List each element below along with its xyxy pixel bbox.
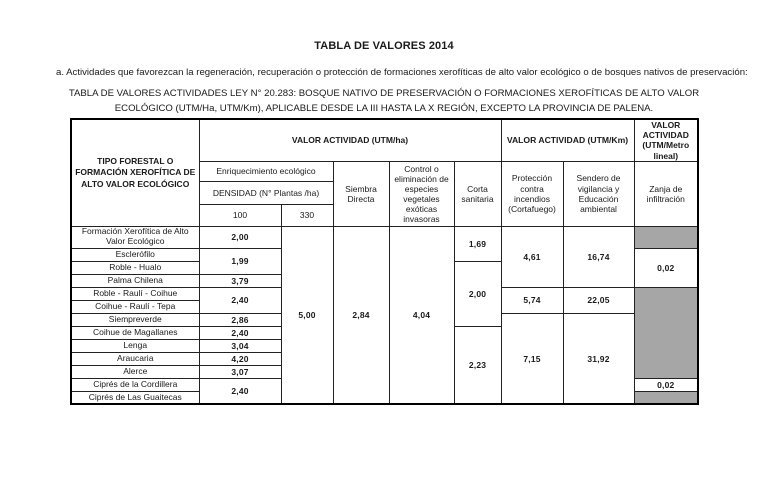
row-label: Coihue de Magallanes — [71, 326, 199, 339]
cell-zanja: 0,02 — [634, 378, 698, 391]
cell-sendero: 31,92 — [563, 313, 634, 404]
cell-proteccion: 4,61 — [501, 226, 563, 287]
row-label: Ciprés de la Cordillera — [71, 378, 199, 391]
row-label: Coihue - Raulí - Tepa — [71, 300, 199, 313]
row-label: Ciprés de Las Guaitecas — [71, 391, 199, 404]
cell-zanja: 0,02 — [634, 248, 698, 287]
cell-densidad100: 2,40 — [199, 326, 281, 339]
row-label: Palma Chilena — [71, 274, 199, 287]
header-densidad-330: 330 — [281, 204, 333, 226]
header-siembra-directa: Siembra Directa — [333, 161, 389, 226]
cell-corta: 1,69 — [454, 226, 501, 261]
cell-densidad100: 1,99 — [199, 248, 281, 274]
cell-densidad100: 3,04 — [199, 339, 281, 352]
header-densidad: DENSIDAD (N° Plantas /ha) — [199, 181, 333, 204]
row-label: Lenga — [71, 339, 199, 352]
blocked-cell — [634, 287, 698, 378]
cell-control: 4,04 — [389, 226, 454, 404]
cell-sendero: 22,05 — [563, 287, 634, 313]
cell-densidad100: 2,86 — [199, 313, 281, 326]
header-enriquecimiento: Enriquecimiento ecológico — [199, 161, 333, 181]
cell-densidad330: 5,00 — [281, 226, 333, 404]
cell-corta: 2,00 — [454, 261, 501, 326]
cell-corta: 2,23 — [454, 326, 501, 404]
header-proteccion-incendios: Protección contra incendios (Cortafuego) — [501, 161, 563, 226]
document-title: TABLA DE VALORES 2014 — [314, 40, 454, 52]
blocked-cell — [634, 226, 698, 248]
header-valor-utm-km: VALOR ACTIVIDAD (UTM/Km) — [501, 119, 634, 161]
row-label: Esclerófilo — [71, 248, 199, 261]
header-tipo-forestal: TIPO FORESTAL O FORMACIÓN XEROFÍTICA DE ALTO VALOR ECOLÓGICO — [71, 119, 199, 226]
cell-densidad100: 2,40 — [199, 378, 281, 404]
header-valor-utm-ha: VALOR ACTIVIDAD (UTM/ha) — [199, 119, 501, 161]
values-table — [70, 118, 699, 405]
header-sendero-vigilancia: Sendero de vigilancia y Educación ambiental — [563, 161, 634, 226]
header-control-especies: Control o eliminación de especies vegetales exóticas invasoras — [389, 161, 454, 226]
cell-sendero: 16,74 — [563, 226, 634, 287]
header-corta-sanitaria: Corta sanitaria — [454, 161, 501, 226]
cell-densidad100: 3,07 — [199, 365, 281, 378]
header-zanja-infiltracion: Zanja de infiltración — [634, 161, 698, 226]
cell-densidad100: 2,00 — [199, 226, 281, 248]
row-label: Roble - Raulí - Coihue — [71, 287, 199, 300]
cell-proteccion: 5,74 — [501, 287, 563, 313]
cell-siembra: 2,84 — [333, 226, 389, 404]
cell-proteccion: 7,15 — [501, 313, 563, 404]
header-densidad-100: 100 — [199, 204, 281, 226]
header-valor-utm-metro: VALOR ACTIVIDAD (UTM/Metro lineal) — [634, 119, 698, 161]
intro-paragraph: a. Actividades que favorezcan la regeneración, recuperación o protección de formaciones xerofíticas de alto valor ecológico o de bosques nativos de preservación: — [56, 67, 748, 78]
cell-densidad100: 3,79 — [199, 274, 281, 287]
cell-densidad100: 4,20 — [199, 352, 281, 365]
table-heading: TABLA DE VALORES ACTIVIDADES LEY N° 20.283: BOSQUE NATIVO DE PRESERVACIÓN O FORMACIONES XEROFÍTICAS DE ALTO VALOR ECOLÓGICO (UTM/Ha, UTM/Km), APLICABLE DESDE LA III HASTA LA X REGIÓN, EXCEPTO LA PROVINCIA DE PALENA. — [68, 88, 700, 114]
cell-densidad100: 2,40 — [199, 287, 281, 313]
row-label: Formación Xerofítica de Alto Valor Ecológico — [71, 226, 199, 248]
row-label: Alerce — [71, 365, 199, 378]
row-label: Siempreverde — [71, 313, 199, 326]
blocked-cell — [634, 391, 698, 404]
row-label: Araucaria — [71, 352, 199, 365]
row-label: Roble - Hualo — [71, 261, 199, 274]
